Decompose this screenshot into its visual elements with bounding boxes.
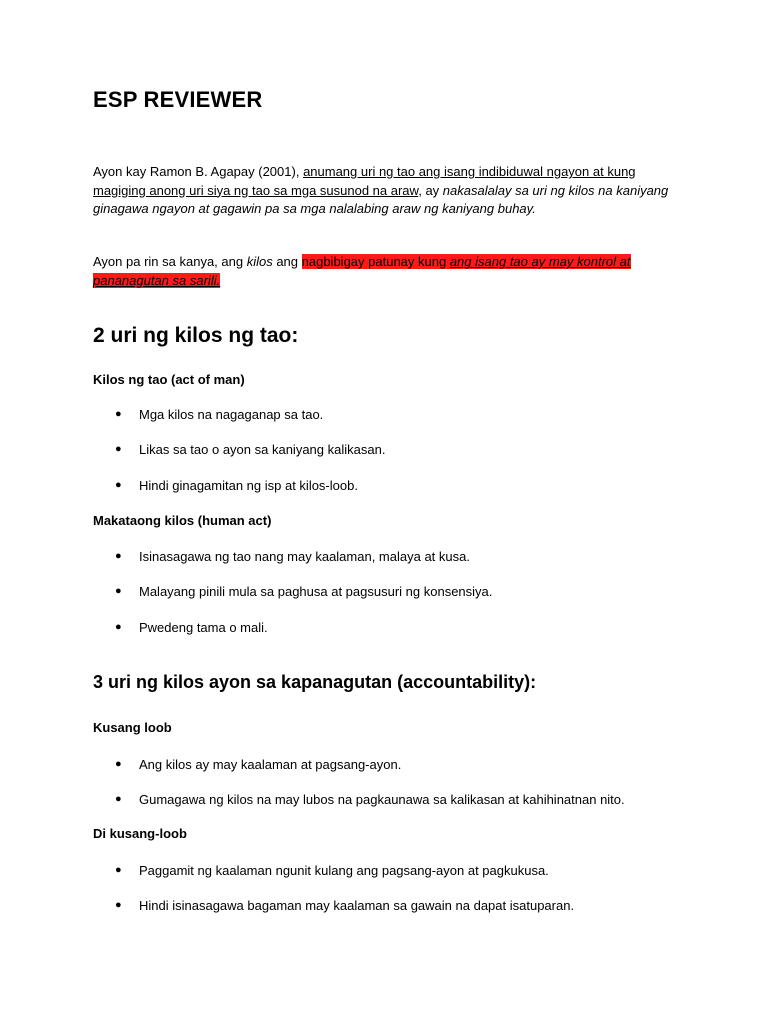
intro-text-mid: , ay [418,182,443,198]
list-item-text: Mga kilos na nagaganap sa tao. [139,407,324,422]
bullet-icon: ● [115,408,122,420]
list-item-text: Gumagawa ng kilos na may lubos na pagkaunawa sa kalikasan at kahihinatnan nito. [139,792,625,807]
bullet-icon: ● [115,793,122,805]
list-item-text: Hindi isinasagawa bagaman may kaalaman sa gawain na dapat isatuparan. [139,898,575,913]
section2-group1-title: Kusang loob [93,720,172,735]
section1-heading: 2 uri ng kilos ng tao: [93,324,299,347]
intro2-highlight-text: nagbibigay patunay kung [301,254,450,269]
section1-group2-title: Makataong kilos (human act) [93,513,272,528]
intro2-highlight-italic-underlined: ang isang tao ay may kontrol at pananagutan sa sarili. [93,254,631,288]
bullet-icon: ● [115,621,122,633]
bullet-icon: ● [115,864,122,876]
document-title: ESP REVIEWER [93,87,263,112]
bullet-icon: ● [115,899,122,911]
list-item-text: Likas sa tao o ayon sa kaniyang kalikasan. [139,442,386,457]
section1-group1-title: Kilos ng tao (act of man) [93,372,245,387]
list-item-text: Paggamit ng kaalaman ngunit kulang ang pagsang-ayon at pagkukusa. [139,863,549,878]
intro-italic-text: nakasalalay sa uri ng kilos na kaniyang ginagawa ngayon at gagawin pa sa mga nalalabing araw ng kaniyang buhay. [93,182,669,216]
intro-underlined-text: anumang uri ng tao ang isang indibiduwal ngayon at kung magiging anong uri siya ng tao sa mga susunod na araw [93,164,636,198]
bullet-icon: ● [115,758,122,770]
list-item-text: Hindi ginagamitan ng isp at kilos-loob. [139,478,358,493]
list-item-text: Malayang pinili mula sa paghusa at pagsusuri ng konsensiya. [139,584,493,599]
section2-heading: 3 uri ng kilos ayon sa kapanagutan (accountability): [93,672,537,692]
bullet-icon: ● [115,479,122,491]
intro-paragraph-2 [93,253,683,290]
list-item-text: Isinasagawa ng tao nang may kaalaman, malaya at kusa. [139,549,470,564]
intro2-text-start: Ayon pa rin sa kanya, ang [93,254,247,269]
section2-group2-title: Di kusang-loob [93,826,187,841]
bullet-icon: ● [115,585,122,597]
bullet-icon: ● [115,443,122,455]
intro-paragraph [93,163,683,219]
intro2-italic-word: kilos [246,254,273,269]
list-item-text: Pwedeng tama o mali. [139,620,268,635]
list-item-text: Ang kilos ay may kaalaman at pagsang-ayon. [139,757,402,772]
intro-text-start: Ayon kay Ramon B. Agapay (2001), [93,164,304,179]
bullet-icon: ● [115,550,122,562]
intro2-text-mid: ang [272,254,302,269]
